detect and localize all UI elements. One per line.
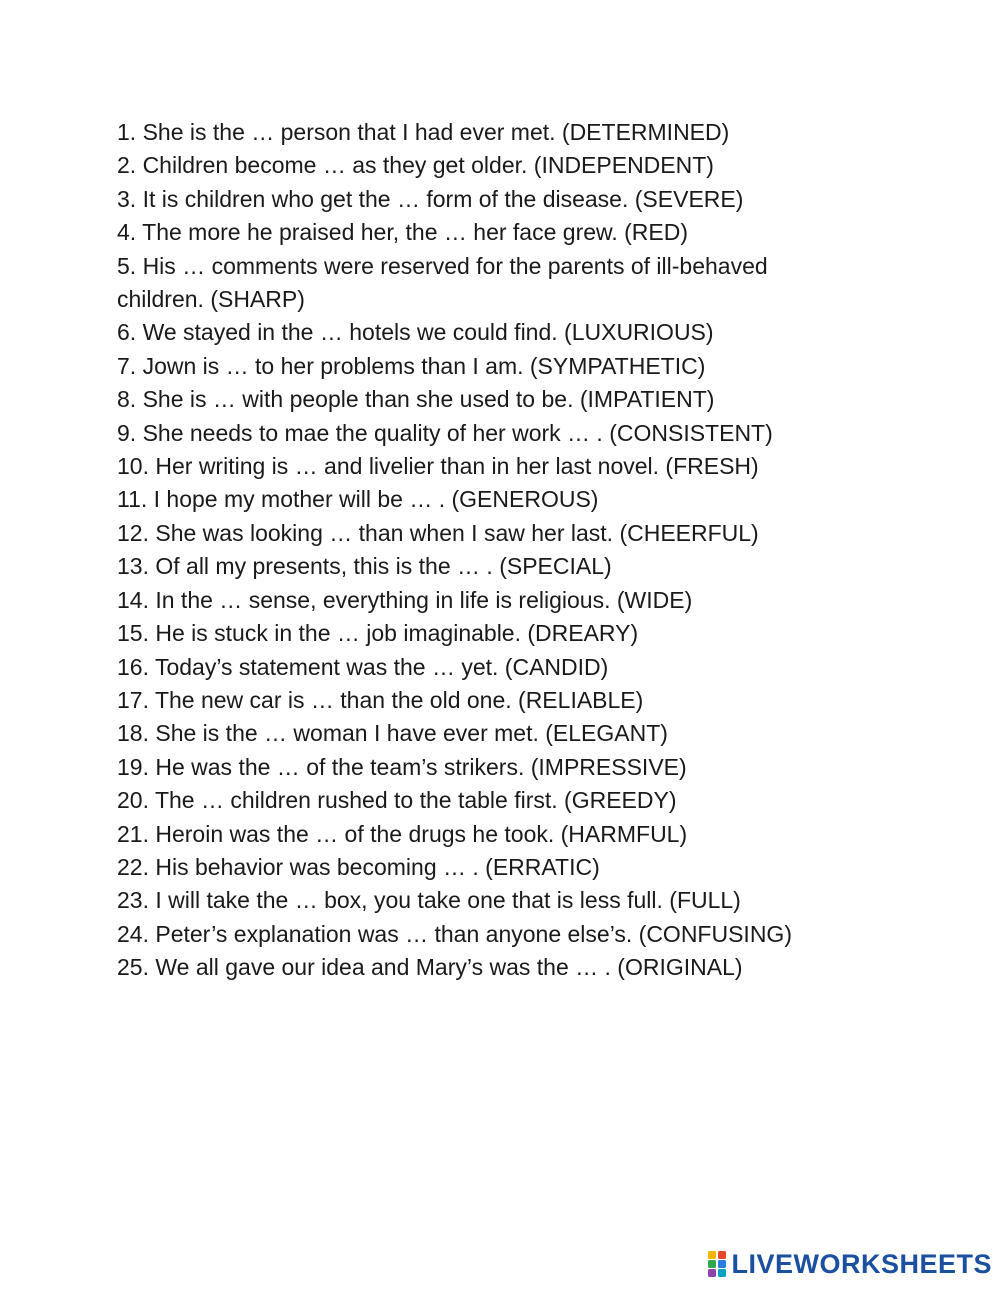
exercise-item-2: 2. Children become … as they get older. (INDEPENDENT)	[117, 152, 714, 179]
exercise-item-11: 11. I hope my mother will be … . (GENEROUS)	[117, 486, 599, 513]
liveworksheets-brand	[707, 1247, 992, 1281]
exercise-item-15: 15. He is stuck in the … job imaginable. (DREARY)	[117, 620, 639, 647]
exercise-item-24: 24. Peter’s explanation was … than anyone else’s. (CONFUSING)	[117, 920, 792, 947]
exercise-item-4: 4. The more he praised her, the … her face grew. (RED)	[117, 219, 689, 246]
exercise-item-19: 19. He was the … of the team’s strikers. (IMPRESSIVE)	[117, 753, 687, 780]
exercise-item-13: 13. Of all my presents, this is the … . (SPECIAL)	[117, 553, 612, 580]
exercise-item-9: 9. She needs to mae the quality of her work … . (CONSISTENT)	[117, 419, 773, 446]
exercise-item-12: 12. She was looking … than when I saw her last. (CHEERFUL)	[117, 519, 759, 546]
exercise-item-17: 17. The new car is … than the old one. (RELIABLE)	[117, 686, 644, 713]
exercise-item-7: 7. Jown is … to her problems than I am. (SYMPATHETIC)	[117, 352, 706, 379]
exercise-item-25: 25. We all gave our idea and Mary’s was the … . (ORIGINAL)	[117, 954, 743, 981]
exercise-item-1: 1. She is the … person that I had ever met. (DETERMINED)	[117, 119, 730, 145]
exercise-item-10: 10. Her writing is … and livelier than in her last novel. (FRESH)	[117, 453, 759, 480]
exercise-item-23: 23. I will take the … box, you take one that is less full. (FULL)	[117, 887, 741, 914]
exercise-item-14: 14. In the … sense, everything in life is religious. (WIDE)	[117, 586, 693, 613]
exercise-item-18: 18. She is the … woman I have ever met. (ELEGANT)	[117, 720, 668, 747]
liveworksheets-logo-icon	[707, 1250, 727, 1278]
exercise-item-22: 22. His behavior was becoming … . (ERRATIC)	[117, 853, 600, 880]
liveworksheets-wordmark: LIVEWORKSHEETS	[731, 1248, 992, 1279]
exercise-item-3: 3. It is children who get the … form of the disease. (SEVERE)	[117, 185, 744, 212]
worksheet-exercise-list	[117, 116, 917, 985]
exercise-item-20: 20. The … children rushed to the table first. (GREEDY)	[117, 787, 677, 814]
exercise-item-8: 8. She is … with people than she used to be. (IMPATIENT)	[117, 386, 715, 413]
exercise-item-5: 5. His … comments were reserved for the parents of ill-behaved children. (SHARP)	[117, 252, 768, 313]
exercise-item-6: 6. We stayed in the … hotels we could find. (LUXURIOUS)	[117, 319, 714, 346]
exercise-item-16: 16. Today’s statement was the … yet. (CANDID)	[117, 653, 609, 680]
exercise-item-21: 21. Heroin was the … of the drugs he took. (HARMFUL)	[117, 820, 688, 847]
